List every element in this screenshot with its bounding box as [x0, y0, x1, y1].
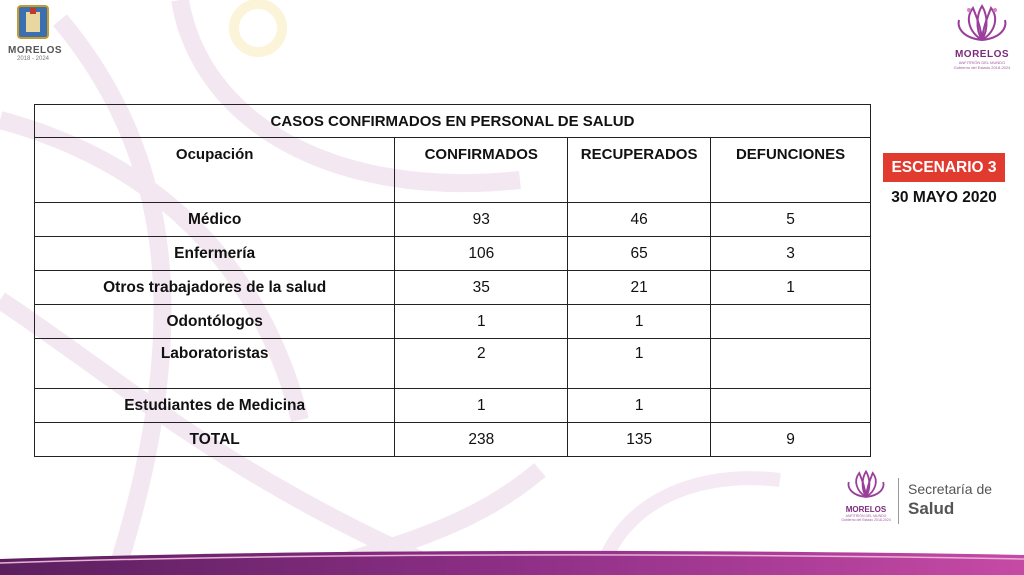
table-row — [35, 389, 871, 423]
occupation-cell: Odontólogos — [35, 305, 395, 339]
header-recuperados: RECUPERADOS — [568, 138, 711, 203]
lotus-icon — [955, 4, 1009, 44]
seal-name: MORELOS — [8, 45, 63, 56]
recovered-cell: 135 — [568, 423, 711, 457]
confirmed-cell: 2 — [395, 339, 568, 389]
report-date: 30 MAYO 2020 — [891, 189, 997, 206]
table-row — [35, 305, 871, 339]
confirmed-cell: 35 — [395, 271, 568, 305]
morelos-brand-logo — [944, 4, 1020, 70]
brand-subtag: Gobierno del Estado 2018-2024 — [953, 65, 1011, 70]
recovered-cell: 1 — [568, 305, 711, 339]
scenario-badge: ESCENARIO 3 — [883, 153, 1005, 182]
deaths-cell — [711, 389, 871, 423]
table-row — [35, 271, 871, 305]
header-confirmados: CONFIRMADOS — [395, 138, 568, 203]
occupation-cell: Laboratoristas — [35, 339, 395, 389]
occupation-cell: Enfermería — [35, 237, 395, 271]
recovered-cell: 21 — [568, 271, 711, 305]
occupation-cell: Médico — [35, 203, 395, 237]
table-row — [35, 339, 871, 389]
deaths-cell: 9 — [711, 423, 871, 457]
table-row — [35, 237, 871, 271]
confirmed-cell: 1 — [395, 389, 568, 423]
occupation-cell: Otros trabajadores de la salud — [35, 271, 395, 305]
deaths-cell: 3 — [711, 237, 871, 271]
footer-brand-name: MORELOS — [845, 505, 887, 514]
table-title: CASOS CONFIRMADOS EN PERSONAL DE SALUD — [35, 105, 871, 138]
logo-divider — [898, 478, 899, 524]
confirmed-cell: 238 — [395, 423, 568, 457]
secretaria-salud-logo — [908, 480, 992, 520]
confirmed-cell: 106 — [395, 237, 568, 271]
brand-name: MORELOS — [954, 49, 1010, 60]
recovered-cell: 1 — [568, 389, 711, 423]
occupation-cell: TOTAL — [35, 423, 395, 457]
secretaria-line1: Secretaría de — [908, 481, 993, 497]
table-total-row — [35, 423, 871, 457]
deaths-cell — [711, 339, 871, 389]
secretaria-line2: Salud — [908, 499, 955, 518]
occupation-cell: Estudiantes de Medicina — [35, 389, 395, 423]
header-ocupacion: Ocupación — [35, 138, 395, 203]
deaths-cell: 5 — [711, 203, 871, 237]
health-staff-cases-table — [34, 104, 871, 457]
recovered-cell: 65 — [568, 237, 711, 271]
table-header-row — [35, 138, 871, 203]
footer-brand-tagline: ANFITRIÓN DEL MUNDO — [845, 514, 887, 518]
confirmed-cell: 1 — [395, 305, 568, 339]
footer-brand-subtag: Gobierno del Estado 2018-2024 — [841, 518, 891, 522]
deaths-cell: 1 — [711, 271, 871, 305]
shield-icon — [16, 4, 50, 40]
morelos-seal-logo — [8, 4, 63, 62]
footer-band — [0, 549, 1024, 575]
recovered-cell: 46 — [568, 203, 711, 237]
header-defunciones: DEFUNCIONES — [711, 138, 871, 203]
deaths-cell — [711, 305, 871, 339]
recovered-cell: 1 — [568, 339, 711, 389]
morelos-footer-logo — [838, 470, 894, 522]
brand-tagline: ANFITRIÓN DEL MUNDO — [958, 60, 1006, 65]
table-row — [35, 203, 871, 237]
lotus-icon — [845, 470, 887, 500]
confirmed-cell: 93 — [395, 203, 568, 237]
seal-years: 2018 - 2024 — [16, 56, 50, 62]
